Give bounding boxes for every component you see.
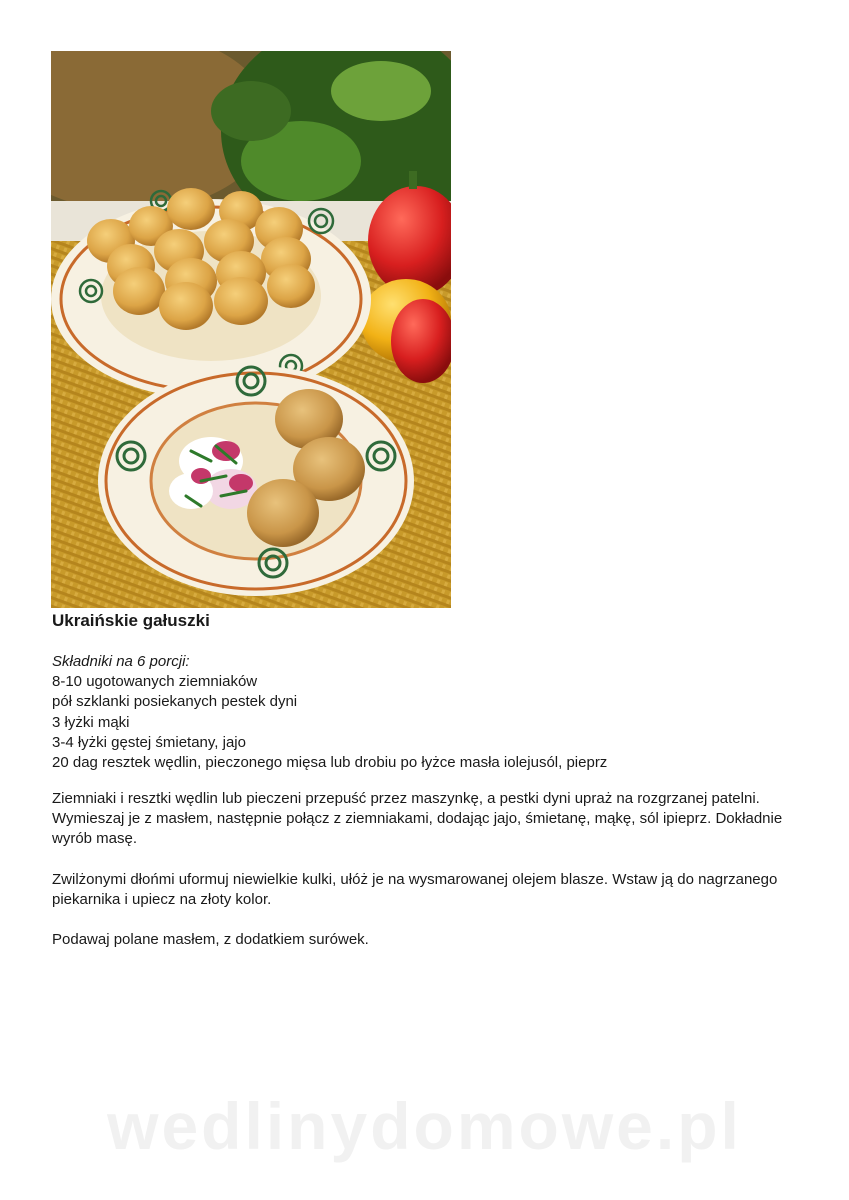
- ingredients-list: [52, 672, 607, 773]
- step-paragraph: Ziemniaki i resztki wędlin lub pieczeni przepuść przez maszynkę, a pestki dyni upraż na rozgrzanej patelni. Wymieszaj je z masłem, następnie połącz z ziemniakami, dodając jajo, śmietanę, mąkę, sól ipieprz. Dokładnie wyrób masę.: [52, 790, 783, 848]
- site-watermark: wedlinydomowe.pl: [107, 1089, 742, 1163]
- recipe-title: Ukraińskie gałuszki: [52, 611, 210, 630]
- ingredient-item: 3-4 łyżki gęstej śmietany, jajo: [52, 733, 246, 751]
- ingredient-item: 8-10 ugotowanych ziemniaków: [52, 673, 258, 691]
- ingredient-item: 20 dag resztek wędlin, pieczonego mięsa lub drobiu po łyżce masła iolejusól, pieprz: [52, 754, 608, 772]
- ingredients-section: [52, 652, 607, 773]
- preparation-steps: [52, 789, 792, 970]
- step-paragraph: Podawaj polane masłem, z dodatkiem surówek.: [52, 931, 369, 949]
- ingredient-item: 3 łyżki mąki: [52, 713, 130, 731]
- ingredient-item: pół szklanki posiekanych pestek dyni: [52, 693, 298, 711]
- recipe-photo: [51, 51, 451, 608]
- ingredients-heading: Składniki na 6 porcji:: [52, 653, 190, 670]
- step-paragraph: Zwilżonymi dłońmi uformuj niewielkie kulki, ułóż je na wysmarowanej olejem blasze. Wstaw ją do nagrzanego piekarnika i upiecz na złoty kolor.: [52, 870, 778, 908]
